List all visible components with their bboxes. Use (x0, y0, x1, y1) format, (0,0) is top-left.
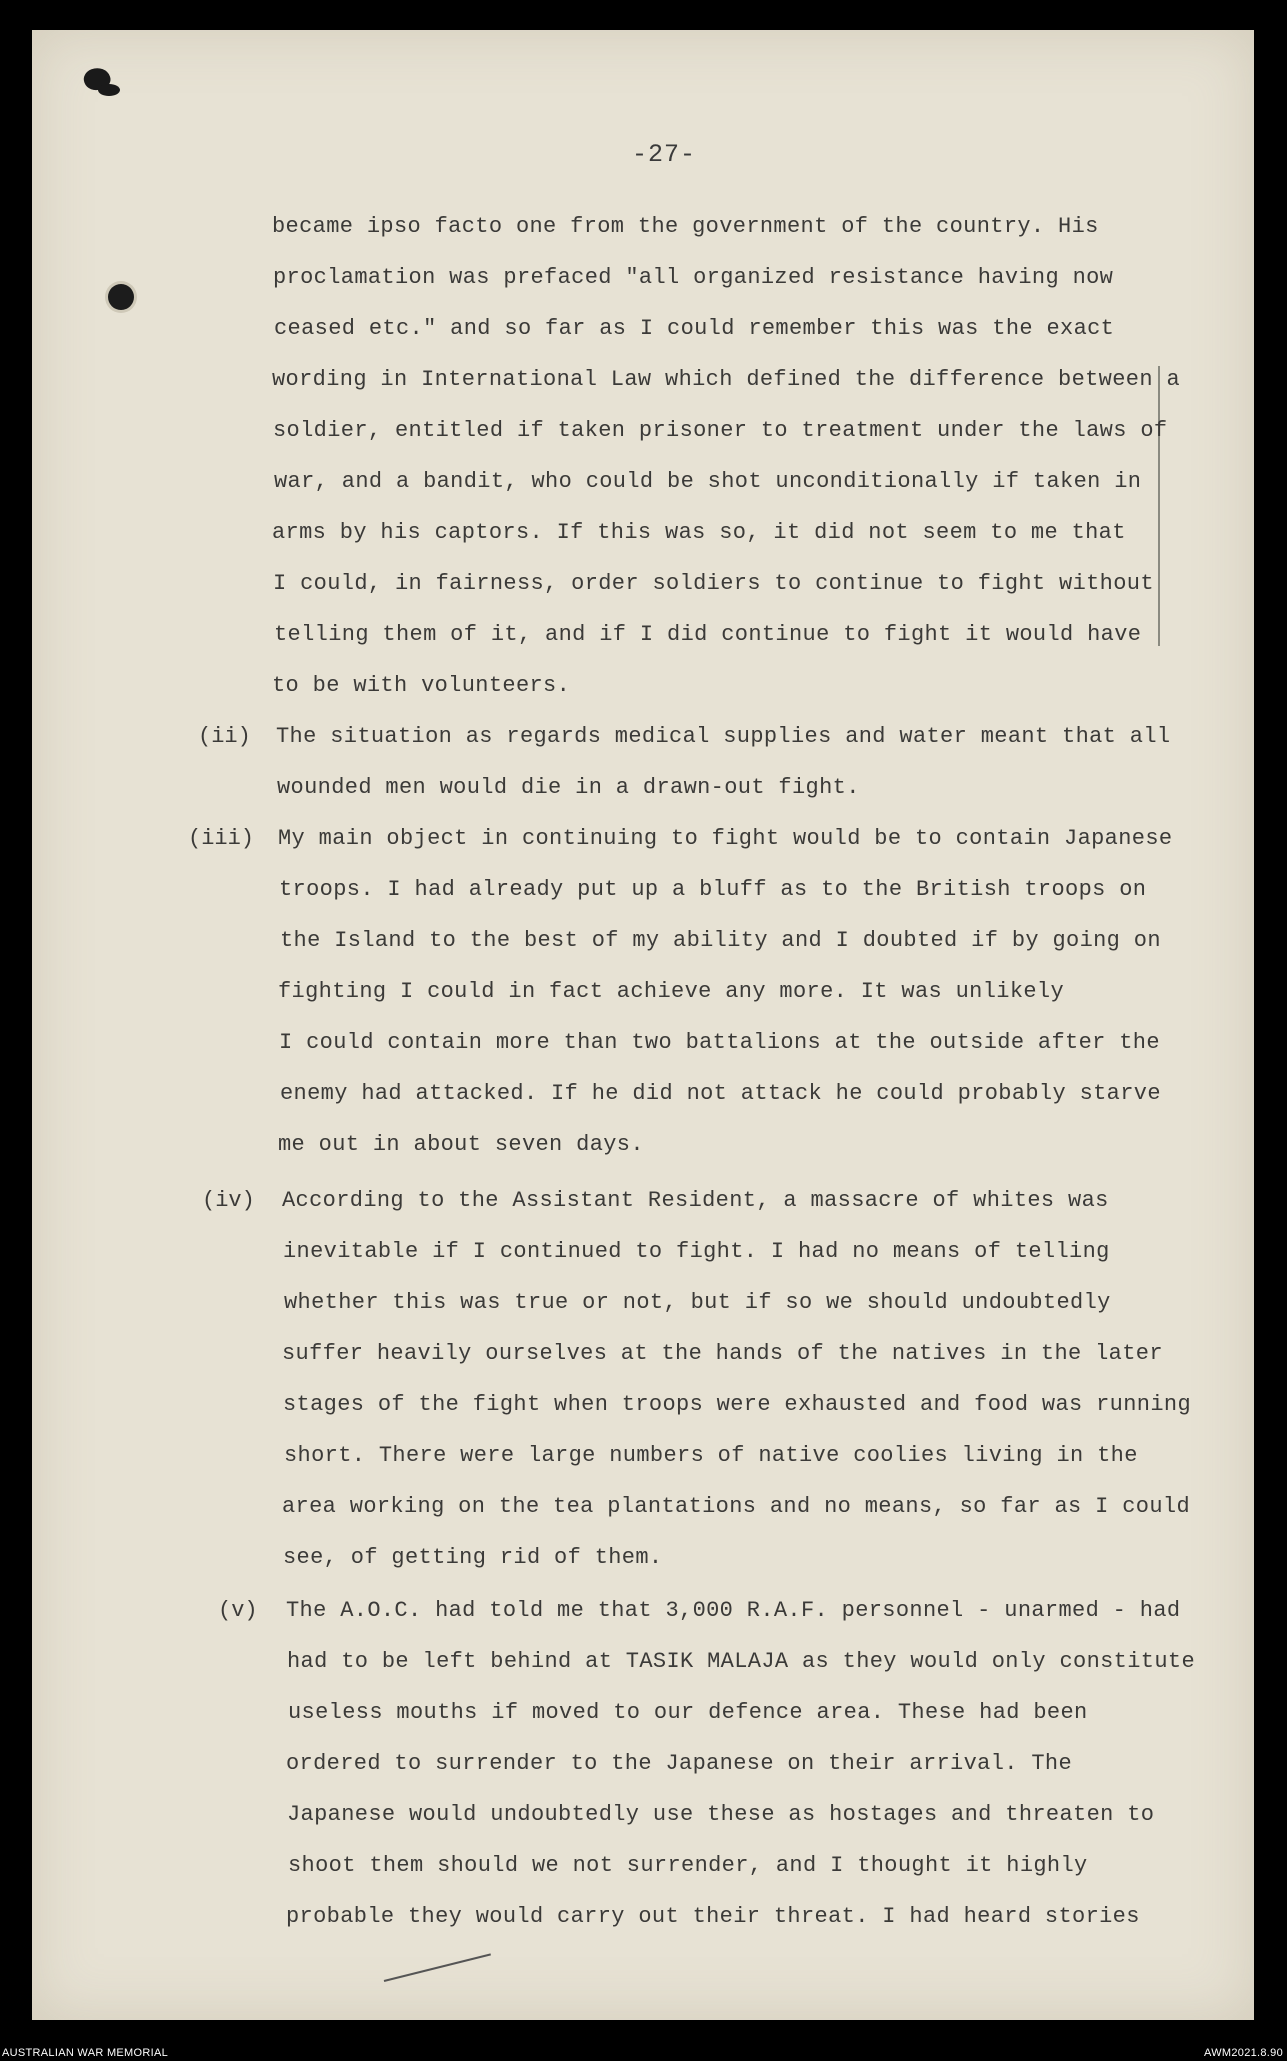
list-marker: (ii) (198, 724, 251, 749)
text-line: I could contain more than two battalions at the outside after the (279, 1030, 1160, 1055)
text-line: enemy had attacked. If he did not attack he could probably starve (280, 1081, 1161, 1106)
text-line: My main object in continuing to fight would be to contain Japanese (278, 826, 1173, 851)
text-line: The situation as regards medical supplies and water meant that all (276, 724, 1171, 749)
text-line: me out in about seven days. (278, 1132, 644, 1157)
document-body (32, 30, 1254, 2020)
text-line: to be with volunteers. (272, 673, 571, 698)
text-line: had to be left behind at TASIK MALAJA as they would only constitute (287, 1649, 1195, 1674)
text-line: war, and a bandit, who could be shot unconditionally if taken in (274, 469, 1142, 494)
text-line: The A.O.C. had told me that 3,000 R.A.F. personnel - unarmed - had (286, 1598, 1181, 1623)
text-line: wording in International Law which defined the difference between a (272, 367, 1180, 392)
text-line: I could, in fairness, order soldiers to continue to fight without (273, 571, 1154, 596)
text-line: wounded men would die in a drawn-out fight. (277, 775, 860, 800)
text-line: soldier, entitled if taken prisoner to treatment under the laws of (273, 418, 1168, 443)
text-line: arms by his captors. If this was so, it did not seem to me that (272, 520, 1126, 545)
text-line: ceased etc." and so far as I could remember this was the exact (274, 316, 1115, 341)
text-line: the Island to the best of my ability and I doubted if by going on (280, 928, 1161, 953)
list-marker: (v) (218, 1598, 258, 1623)
list-marker: (iv) (202, 1188, 255, 1213)
text-line: telling them of it, and if I did continue to fight it would have (274, 622, 1142, 647)
footer-accession-number: AWM2021.8.90 (1203, 2047, 1283, 2059)
text-line: area working on the tea plantations and no means, so far as I could (282, 1494, 1190, 1519)
text-line: inevitable if I continued to fight. I had no means of telling (283, 1239, 1110, 1264)
footer-credit: AUSTRALIAN WAR MEMORIAL (2, 2047, 169, 2059)
text-line: became ipso facto one from the government of the country. His (272, 214, 1099, 239)
text-line: useless mouths if moved to our defence area. These had been (288, 1700, 1088, 1725)
document-page (32, 30, 1254, 2020)
text-line: According to the Assistant Resident, a massacre of whites was (282, 1188, 1109, 1213)
text-line: troops. I had already put up a bluff as to the British troops on (279, 877, 1147, 902)
text-line: probable they would carry out their threat. I had heard stories (286, 1904, 1140, 1929)
page-number: -27- (632, 140, 697, 169)
text-line: short. There were large numbers of native coolies living in the (284, 1443, 1138, 1468)
text-line: suffer heavily ourselves at the hands of the natives in the later (282, 1341, 1163, 1366)
text-line: ordered to surrender to the Japanese on their arrival. The (286, 1751, 1073, 1776)
text-line: proclamation was prefaced "all organized resistance having now (273, 265, 1114, 290)
text-line: fighting I could in fact achieve any more. It was unlikely (278, 979, 1065, 1004)
text-line: shoot them should we not surrender, and I thought it highly (288, 1853, 1088, 1878)
text-line: whether this was true or not, but if so we should undoubtedly (284, 1290, 1111, 1315)
text-line: Japanese would undoubtedly use these as hostages and threaten to (287, 1802, 1155, 1827)
text-line: see, of getting rid of them. (283, 1545, 663, 1570)
text-line: stages of the fight when troops were exhausted and food was running (283, 1392, 1191, 1417)
list-marker: (iii) (188, 826, 255, 851)
